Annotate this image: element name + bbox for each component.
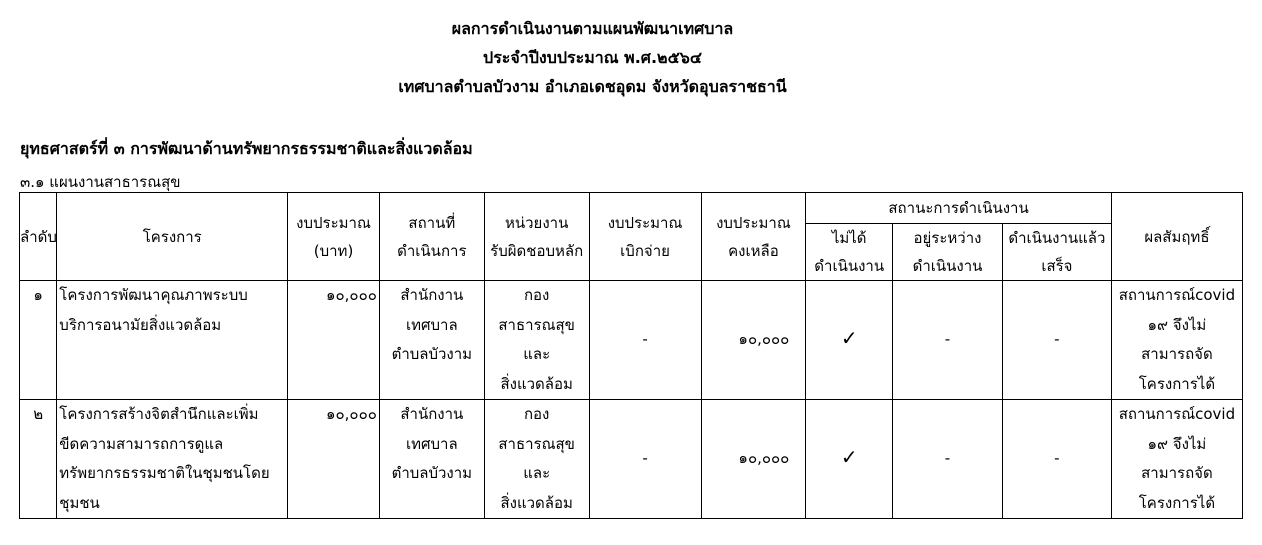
report-title: ผลการดำเนินงานตามแผนพัฒนาเทศบาล bbox=[451, 19, 734, 38]
header-disbursed: งบประมาณ เบิกจ่าย bbox=[589, 193, 701, 281]
header-status: สถานะการดำเนินงาน bbox=[806, 193, 1111, 224]
result-value: สถานการณ์covid ๑๙ จึงไม่ สามารถจัด โครงการได้ bbox=[1111, 400, 1242, 519]
header-agency: หน่วยงาน รับผิดชอบหลัก bbox=[484, 193, 589, 281]
strategy-heading: ยุทธศาสตร์ที่ ๓ การพัฒนาด้านทรัพยากรธรรมชาติและสิ่งแวดล้อม bbox=[20, 139, 473, 158]
header-budget: งบประมาณ (บาท) bbox=[288, 193, 380, 281]
plan-heading: ๓.๑ แผนงานสาธารณสุข bbox=[20, 173, 181, 191]
table-row bbox=[20, 281, 1243, 400]
check-icon: ✓ bbox=[840, 445, 858, 470]
header-project: โครงการ bbox=[57, 193, 288, 281]
results-table bbox=[19, 192, 1243, 519]
header-in-progress: อยู่ระหว่าง ดำเนินงาน bbox=[893, 224, 1003, 281]
fiscal-year-title: ประจำปีงบประมาณ พ.ศ.๒๕๖๔ bbox=[483, 48, 702, 67]
in-progress-value: - bbox=[893, 281, 1003, 400]
row-number: ๒ bbox=[20, 400, 57, 519]
location-value: สำนักงาน เทศบาล ตำบลบัวงาม bbox=[379, 281, 484, 400]
header-location: สถานที่ ดำเนินการ bbox=[379, 193, 484, 281]
completed-value: - bbox=[1002, 400, 1111, 519]
municipality-title: เทศบาลตำบลบัวงาม อำเภอเดชอุดม จังหวัดอุบลราชธานี bbox=[398, 77, 787, 96]
budget-value: ๑๐,๐๐๐ bbox=[288, 400, 380, 519]
project-name: โครงการสร้างจิตสำนึกและเพิ่ม ขีดความสามารถการดูแล ทรัพยากรธรรมชาติในชุมชนโดย ชุมชน bbox=[57, 400, 288, 519]
agency-value: กอง สาธารณสุข และ สิ่งแวดล้อม bbox=[484, 400, 589, 519]
row-number: ๑ bbox=[20, 281, 57, 400]
result-value: สถานการณ์covid ๑๙ จึงไม่ สามารถจัด โครงการได้ bbox=[1111, 281, 1242, 400]
budget-value: ๑๐,๐๐๐ bbox=[288, 281, 380, 400]
disbursed-value: - bbox=[589, 400, 701, 519]
check-icon: ✓ bbox=[840, 326, 858, 351]
not-started-check bbox=[806, 281, 893, 400]
document-titles bbox=[0, 14, 1185, 101]
header-completed: ดำเนินงานแล้ว เสร็จ bbox=[1002, 224, 1111, 281]
header-remaining: งบประมาณ คงเหลือ bbox=[701, 193, 806, 281]
project-name: โครงการพัฒนาคุณภาพระบบ บริการอนามัยสิ่งแวดล้อม bbox=[57, 281, 288, 400]
remaining-value: ๑๐,๐๐๐ bbox=[701, 400, 806, 519]
header-no: ลำดับ bbox=[20, 193, 57, 281]
not-started-check bbox=[806, 400, 893, 519]
agency-value: กอง สาธารณสุข และ สิ่งแวดล้อม bbox=[484, 281, 589, 400]
table-row bbox=[20, 400, 1243, 519]
header-not-started: ไม่ได้ ดำเนินงาน bbox=[806, 224, 893, 281]
completed-value: - bbox=[1002, 281, 1111, 400]
location-value: สำนักงาน เทศบาล ตำบลบัวงาม bbox=[379, 400, 484, 519]
disbursed-value: - bbox=[589, 281, 701, 400]
in-progress-value: - bbox=[893, 400, 1003, 519]
header-result: ผลสัมฤทธิ์ bbox=[1111, 193, 1242, 281]
remaining-value: ๑๐,๐๐๐ bbox=[701, 281, 806, 400]
